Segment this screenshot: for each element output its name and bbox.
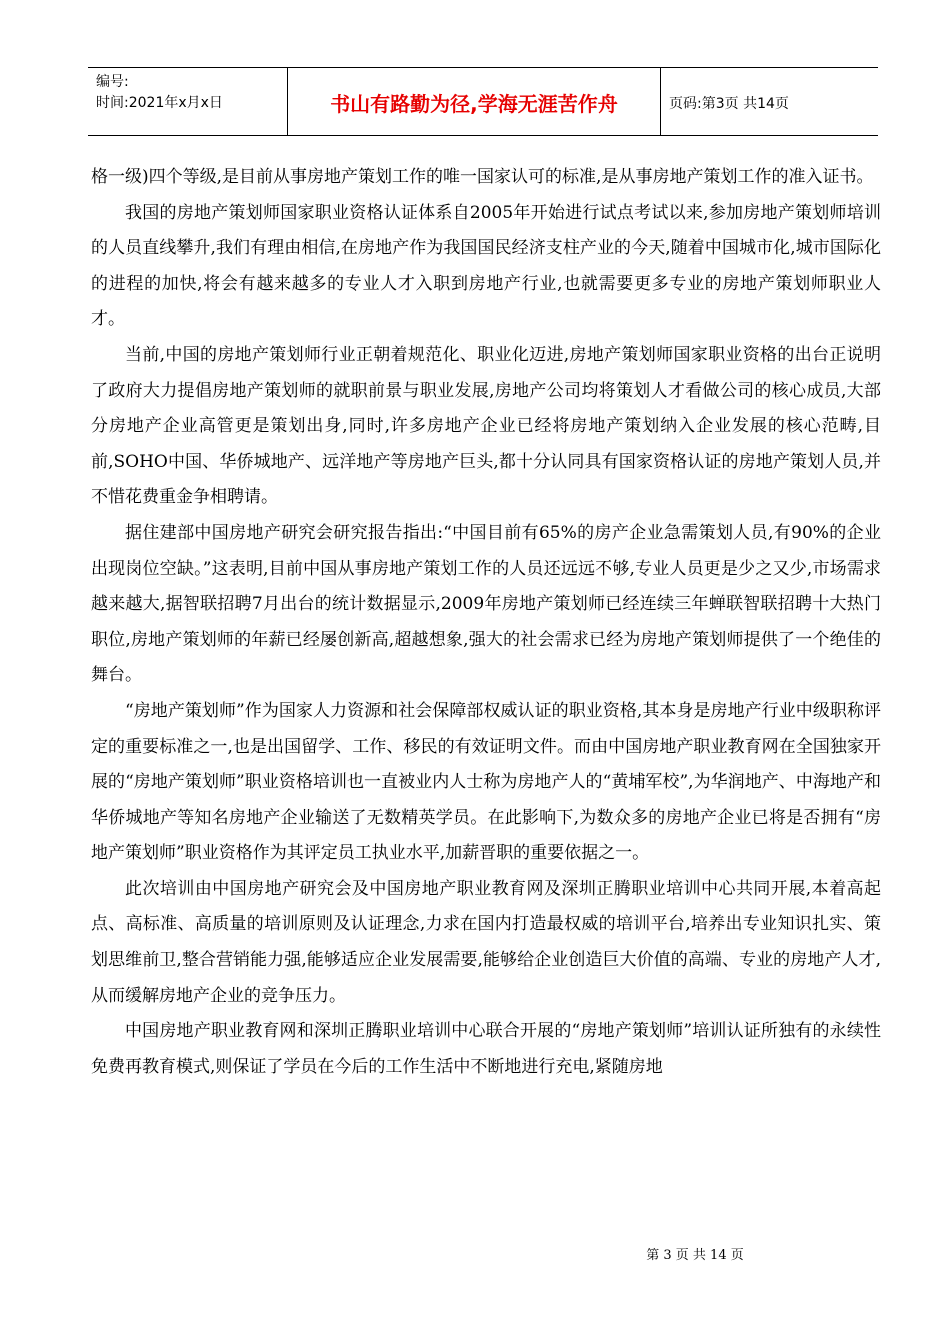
header-number-label: 编号:: [96, 74, 129, 90]
paragraph-continued: 格一级)四个等级,是目前从事房地产策划工作的唯一国家认可的标准,是从事房地产策划工作的准入证书。: [91, 167, 874, 187]
header-time-label: 时间:2021年x月x日: [96, 95, 223, 111]
paragraph: 当前,中国的房地产策划师行业正朝着规范化、职业化迈进,房地产策划师国家职业资格的出台正说明了政府大力提倡房地产策划师的就职前景与职业发展,房地产公司均将策划人才看做公司的核心成员,大部分房地产企业高管更是策划出身,同时,许多房地产企业已经将房地产策划纳入企业发展的核心范畴,目前,SOHO中国、华侨城地产、远洋地产等房地产巨头,都十分认同具有国家资格认证的房地产策划人员,并不惜花费重金争相聘请。: [91, 344, 881, 508]
paragraph: 此次培训由中国房地产研究会及中国房地产职业教育网及深圳正腾职业培训中心共同开展,本着高起点、高标准、高质量的培训原则及认证理念,力求在国内打造最权威的培训平台,培养出专业知识扎实、策划思维前卫,整合营销能力强,能够适应企业发展需要,能够给企业创造巨大价值的高端、专业的房地产人才,从而缓解房地产企业的竞争压力。: [91, 878, 881, 1006]
paragraph: “房地产策划师”作为国家人力资源和社会保障部权威认证的职业资格,其本身是房地产行业中级职称评定的重要标准之一,也是出国留学、工作、移民的有效证明文件。而由中国房地产职业教育网在全国独家开展的“房地产策划师”职业资格培训也一直被业内人士称为房地产人的“黄埔军校”,为华润地产、中海地产和华侨城地产等知名房地产企业输送了无数精英学员。在此影响下,为数众多的房地产企业已将是否拥有“房地产策划师”职业资格作为其评定员工执业水平,加薪晋职的重要依据之一。: [91, 700, 881, 864]
paragraph: 据住建部中国房地产研究会研究报告指出:“中国目前有65%的房产企业急需策划人员,有90%的企业出现岗位空缺。”这表明,目前中国从事房地产策划工作的人员还远远不够,专业人员更是少之又少,市场需求越来越大,据智联招聘7月出台的统计数据显示,2009年房地产策划师已经连续三年蝉联智联招聘十大热门职位,房地产策划师的年薪已经屡创新高,超越想象,强大的社会需求已经为房地产策划师提供了一个绝佳的舞台。: [91, 522, 881, 686]
header-motto: 书山有路勤为径,学海无涯苦作舟: [288, 68, 661, 135]
header-page-info: 页码:第3页 共14页: [669, 95, 789, 112]
paragraph: 中国房地产职业教育网和深圳正腾职业培训中心联合开展的“房地产策划师”培训认证所独有的永续性免费再教育模式,则保证了学员在今后的工作生活中不断地进行充电,紧随房地: [91, 1021, 881, 1077]
document-body: [91, 160, 881, 1085]
header-meta-cell: [88, 68, 288, 135]
page-footer: 第 3 页 共 14 页: [646, 1248, 744, 1263]
page-header: [88, 67, 878, 136]
paragraph: 我国的房地产策划师国家职业资格认证体系自2005年开始进行试点考试以来,参加房地产策划师培训的人员直线攀升,我们有理由相信,在房地产作为我国国民经济支柱产业的今天,随着中国城市化,城市国际化的进程的加快,将会有越来越多的专业人才入职到房地产行业,也就需要更多专业的房地产策划师职业人才。: [91, 202, 881, 330]
